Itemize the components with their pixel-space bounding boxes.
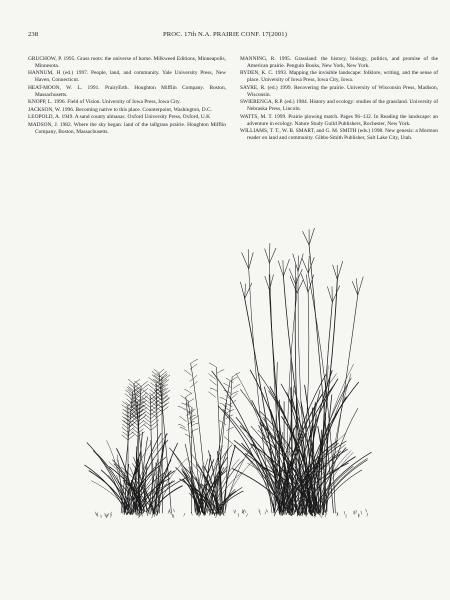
reference-entry: SAYRE, R. (ed.) 1999. Recovering the prairie. University of Wisconsin Press, Madison, Wisconsin. xyxy=(240,84,438,98)
ground-hatch xyxy=(192,512,193,515)
ground-hatch xyxy=(96,512,97,515)
turkey-foot-raceme xyxy=(302,259,308,274)
seed-spikelet xyxy=(122,417,127,421)
turkey-foot-raceme xyxy=(327,287,332,303)
reference-entry: HANNUM, H (ed.) 1997. People, land, and community. Yale University Press, New Haven, Connecticut. xyxy=(28,70,226,84)
seed-spikelet xyxy=(132,421,138,425)
grass-stem xyxy=(225,377,232,513)
panicle-branch xyxy=(184,370,191,375)
ground-hatch xyxy=(184,513,185,516)
seed-spikelet xyxy=(151,418,157,423)
panicle-branch xyxy=(219,420,226,424)
bluestem-stem xyxy=(245,299,280,514)
reference-entry: WILLIAMS, T. T., W. B. SMART, and G. M. SMITH (eds.) 1998. New genesis: a Mormon reader on land and community. Gibbs-Smith Publisher, Salt Lake City, Utah. xyxy=(240,128,438,141)
reference-entry: LEOPOLD, A. 1949. A sand county almanac. Oxford University Press, Oxford, U.K xyxy=(28,114,211,121)
panicle-branch xyxy=(180,416,187,421)
ground-hatch xyxy=(152,515,153,518)
seed-spikelet xyxy=(162,403,167,407)
ground-hatch xyxy=(111,514,112,517)
panicle-branch xyxy=(210,388,217,391)
seed-spikelet xyxy=(135,386,141,391)
panicle-branch xyxy=(233,384,240,389)
ground-hatch xyxy=(245,510,246,513)
reference-entry: WATTS, M. T. 1999. Prairie plowing match. Pages 96–132. In Reading the landscape: an adventure in ecology. Nature Study Guild Publishers, Rochester, New York. xyxy=(240,113,438,127)
references-right-column xyxy=(240,56,438,142)
turkey-foot-raceme xyxy=(249,253,254,270)
ground-hatch xyxy=(266,509,268,512)
seed-spikelet xyxy=(122,420,128,425)
turkey-foot-raceme xyxy=(283,259,289,276)
turkey-foot-raceme xyxy=(265,249,270,263)
seed-spikelet xyxy=(149,377,156,383)
seed-spikelet xyxy=(128,379,134,384)
turkey-foot-raceme xyxy=(242,253,249,269)
ground-hatch xyxy=(259,512,261,515)
turkey-foot-raceme xyxy=(269,243,270,263)
turkey-foot-raceme xyxy=(283,260,284,276)
seed-spikelet xyxy=(123,432,128,436)
panicle-branch xyxy=(210,379,217,385)
turkey-foot-raceme xyxy=(337,261,342,279)
panicle-branch xyxy=(227,427,234,430)
page-header xyxy=(28,31,422,43)
seed-spikelet xyxy=(138,409,144,414)
turkey-foot-raceme xyxy=(303,231,310,245)
ground-hatch xyxy=(106,515,107,518)
panicle-branch xyxy=(230,377,237,381)
ground-hatch xyxy=(361,511,362,514)
panicle-branch xyxy=(233,372,240,376)
turkey-foot-raceme xyxy=(248,249,249,269)
turkey-foot-raceme xyxy=(333,265,338,280)
reference-entry: HEAT-MOON, W. L. 1991. PrairyErth. Houghton Mifflin Company. Boston, Massachusetts. xyxy=(28,84,226,98)
reference-entry: KNOPP, L. 1996. Field of Vision. University of Iowa Press, Iowa City. xyxy=(28,99,181,106)
seed-spikelet xyxy=(151,406,156,410)
seed-spikelet xyxy=(154,369,159,373)
seed-spikelet xyxy=(145,410,151,415)
seed-spikelet xyxy=(122,413,127,417)
seed-spikelet xyxy=(143,405,151,411)
panicle-branch xyxy=(231,391,238,394)
turkey-foot-raceme xyxy=(240,282,244,299)
ground-hatch xyxy=(174,509,175,512)
turkey-foot-raceme xyxy=(269,248,276,263)
panicle-branch xyxy=(178,406,185,409)
seed-spikelet xyxy=(143,401,150,407)
turkey-foot-raceme xyxy=(358,277,363,295)
seed-spikelet xyxy=(145,396,150,400)
grass-illustration-figure xyxy=(80,228,380,528)
reference-entry: MADSON, J. 1982. Where the sky began: land of the tallgrass prairie. Houghton Mifflin Company, Boston, Massachusetts. xyxy=(28,121,226,135)
turkey-foot-raceme xyxy=(309,228,315,245)
seed-spikelet xyxy=(133,429,138,433)
running-title: PROC. 17th N.A. PRAIRIE CONF. 17(2001) xyxy=(163,31,287,38)
ground-hatch xyxy=(366,509,367,512)
panicle-branch xyxy=(185,409,192,415)
references-left-column xyxy=(28,56,226,136)
seed-spikelet xyxy=(122,428,128,433)
reference-entry: JACKSON, W. 1996. Becoming native to this place. Counterpoint, Washington, D.C. xyxy=(28,106,212,113)
reference-entry: SWIERENGA, R.P. (ed.) 1984. History and ecology: studies of the grassland. University of Nebraska Press, Lincoln. xyxy=(240,99,438,113)
ground-hatch xyxy=(265,511,266,514)
panicle-branch xyxy=(184,389,191,393)
turkey-foot-raceme xyxy=(265,276,270,290)
page-number: 238 xyxy=(28,31,39,38)
panicle-branch xyxy=(185,393,192,398)
panicle-branch xyxy=(191,359,198,363)
seed-spikelet xyxy=(149,385,156,391)
seed-spikelet xyxy=(143,420,151,426)
seed-spikelet xyxy=(150,397,156,402)
panicle-branch xyxy=(209,392,216,397)
ground-hatch xyxy=(299,513,300,516)
seed-spikelet xyxy=(154,397,162,403)
panicle-branch xyxy=(178,424,185,427)
ground-hatch xyxy=(215,515,217,518)
seed-spikelet xyxy=(159,369,164,373)
ground-hatch xyxy=(320,515,322,518)
ground-hatch xyxy=(356,510,357,513)
turkey-foot-raceme xyxy=(245,284,246,299)
seed-spikelet xyxy=(145,414,151,419)
ground-hatch xyxy=(344,511,345,514)
panicle-branch xyxy=(220,397,227,400)
panicle-branch xyxy=(209,363,216,367)
seed-spikelet xyxy=(123,424,128,428)
panicle-branch xyxy=(224,405,231,411)
turkey-foot-raceme xyxy=(298,254,303,271)
seed-spikelet xyxy=(141,384,149,390)
turkey-foot-raceme xyxy=(296,269,303,284)
reference-entry: GRUCHOW, P. 1995. Grass roots: the universe of home. Milkweed Editions, Minneapolis, Minnesota. xyxy=(28,56,226,69)
grass-blade xyxy=(225,444,254,513)
ground-hatch xyxy=(367,513,368,516)
panicle-branch xyxy=(185,434,192,438)
ground-hatch xyxy=(246,514,248,517)
turkey-foot-raceme xyxy=(278,261,283,277)
reference-entry: MANNING, R. 1995. Grassland: the history, biology, politics, and promise of the American prairie. Penguin Books, New York, New York. xyxy=(240,56,438,69)
panicle-branch xyxy=(217,370,224,374)
prairie-grasses-illustration-icon xyxy=(80,228,380,528)
ground-hatch xyxy=(173,515,174,518)
reference-entry: RYDEN, K. C. 1993. Mapping the invisible landscape: folklore, writing, and the sense of place. University of Iowa Press, Iowa City, Iowa. xyxy=(240,70,438,84)
panicle-branch xyxy=(180,427,187,430)
panicle-branch xyxy=(191,423,198,426)
grass-blade xyxy=(87,443,127,515)
panicle-branch xyxy=(192,416,199,420)
turkey-foot-raceme xyxy=(245,283,252,298)
seed-spikelet xyxy=(160,384,165,388)
